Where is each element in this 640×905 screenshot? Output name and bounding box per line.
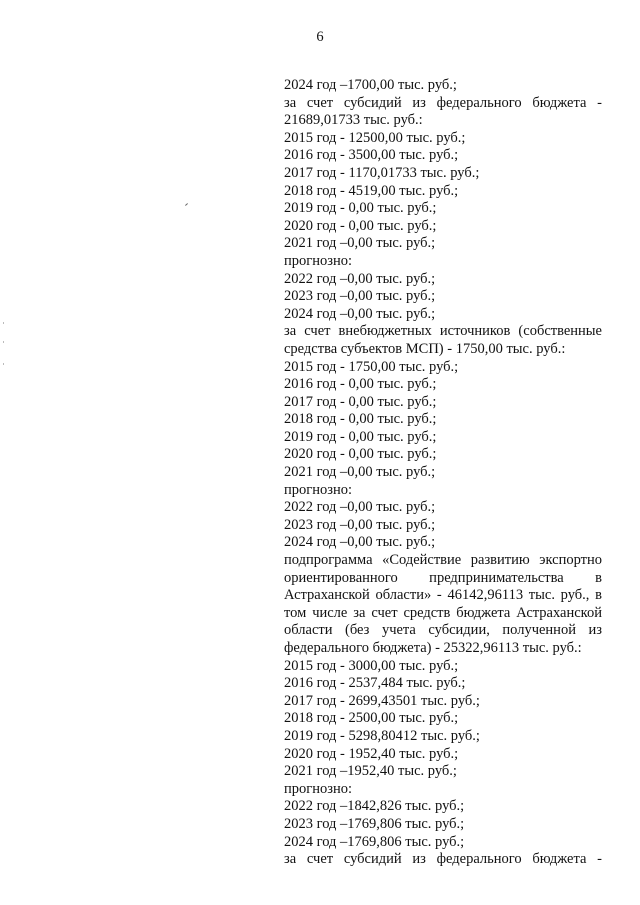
text-line: 2024 год –1700,00 тыс. руб.; xyxy=(284,77,457,93)
text-line: 2019 год - 0,00 тыс. руб.; xyxy=(284,200,437,217)
text-line: средства субъектов МСП) - 1750,00 тыс. руб.: xyxy=(284,340,566,357)
scan-artifact xyxy=(3,341,4,343)
text-line: 2022 год –0,00 тыс. руб.; xyxy=(284,270,436,287)
text-line: 2019 год - 5298,80412 тыс. руб.; xyxy=(284,727,480,744)
document-body xyxy=(284,77,602,869)
text-line: 2021 год –1952,40 тыс. руб.; xyxy=(284,763,457,780)
text-line: 2020 год - 0,00 тыс. руб.; xyxy=(284,446,437,463)
text-line: 2015 год - 12500,00 тыс. руб.; xyxy=(284,129,466,146)
text-line: 2024 год –0,00 тыс. руб.; xyxy=(284,534,436,551)
text-line: 2016 год - 0,00 тыс. руб.; xyxy=(284,376,437,393)
text-line: 2021 год –0,00 тыс. руб.; xyxy=(284,464,436,481)
text-line: 2023 год –0,00 тыс. руб.; xyxy=(284,516,436,533)
text-line: за счет внебюджетных источников (собственные xyxy=(284,323,602,340)
text-line: прогнозно: xyxy=(284,780,352,797)
text-line: 2017 год - 1170,01733 тыс. руб.; xyxy=(284,164,480,181)
text-line: 2015 год - 3000,00 тыс. руб.; xyxy=(284,657,459,674)
text-line: 2021 год –0,00 тыс. руб.; xyxy=(284,235,436,252)
text-line: 2024 год –1769,806 тыс. руб.; xyxy=(284,833,465,850)
text-line: 2023 год –1769,806 тыс. руб.; xyxy=(284,815,465,832)
text-line: 2015 год - 1750,00 тыс. руб.; xyxy=(284,358,459,375)
text-line: прогнозно: xyxy=(284,252,352,269)
text-line: 2018 год - 2500,00 тыс. руб.; xyxy=(284,710,459,727)
text-line: за счет субсидий из федерального бюджета - xyxy=(284,94,602,111)
text-line: 2020 год - 0,00 тыс. руб.; xyxy=(284,217,437,234)
text-line: 2018 год - 4519,00 тыс. руб.; xyxy=(284,182,459,199)
scan-artifact xyxy=(185,203,188,206)
text-line: 2023 год –0,00 тыс. руб.; xyxy=(284,288,436,305)
scan-artifact xyxy=(3,322,4,324)
text-line: 21689,01733 тыс. руб.: xyxy=(284,112,423,129)
text-line: прогнозно: xyxy=(284,481,352,498)
text-line: за счет субсидий из федерального бюджета - xyxy=(284,851,602,868)
scan-artifact xyxy=(3,363,4,365)
text-line: 2022 год –0,00 тыс. руб.; xyxy=(284,499,436,516)
text-line: 2016 год - 2537,484 тыс. руб.; xyxy=(284,675,466,692)
text-line: 2019 год - 0,00 тыс. руб.; xyxy=(284,428,437,445)
text-line: 2020 год - 1952,40 тыс. руб.; xyxy=(284,745,459,762)
text-line: 2024 год –0,00 тыс. руб.; xyxy=(284,305,436,322)
text-line: 2017 год - 0,00 тыс. руб.; xyxy=(284,393,437,410)
text-line: 2022 год –1842,826 тыс. руб.; xyxy=(284,798,465,815)
page-number: 6 xyxy=(316,29,324,45)
text-line: 2017 год - 2699,43501 тыс. руб.; xyxy=(284,692,480,709)
subprogram-paragraph: подпрограмма «Содействие развитию экспортно ориентированного предпринимательства в Астраханской области» - 46142,96113 тыс. руб., в том числе за счет средств бюджета Астраханской области (без учета субсидии, полученной из федерального бюджета) - 25322,96113 тыс. руб.: xyxy=(284,552,602,656)
text-line: 2018 год - 0,00 тыс. руб.; xyxy=(284,411,437,428)
text-line: 2016 год - 3500,00 тыс. руб.; xyxy=(284,147,459,164)
